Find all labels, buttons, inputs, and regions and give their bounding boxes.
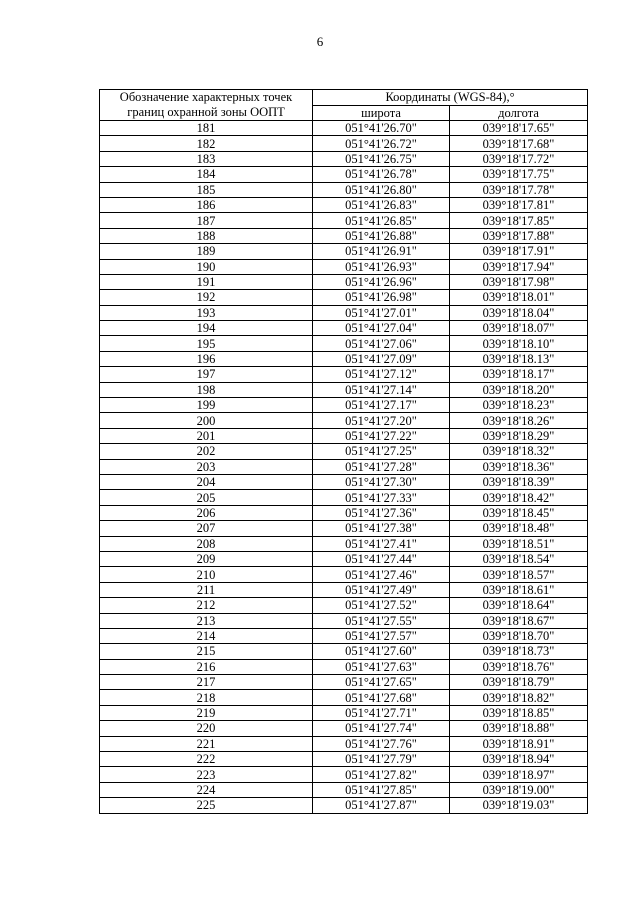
table-row bbox=[100, 197, 588, 212]
latitude-cell: 051°41'27.30" bbox=[313, 474, 450, 489]
point-number-cell: 184 bbox=[100, 167, 313, 182]
point-number-cell: 212 bbox=[100, 598, 313, 613]
point-number-cell: 188 bbox=[100, 228, 313, 243]
latitude-cell: 051°41'27.17" bbox=[313, 398, 450, 413]
table-row bbox=[100, 505, 588, 520]
point-number-cell: 190 bbox=[100, 259, 313, 274]
longitude-cell: 039°18'18.51" bbox=[450, 536, 588, 551]
longitude-cell: 039°18'17.88" bbox=[450, 228, 588, 243]
longitude-cell: 039°18'18.54" bbox=[450, 551, 588, 566]
latitude-cell: 051°41'26.91" bbox=[313, 244, 450, 259]
latitude-cell: 051°41'27.01" bbox=[313, 305, 450, 320]
latitude-cell: 051°41'26.98" bbox=[313, 290, 450, 305]
table-row bbox=[100, 767, 588, 782]
latitude-cell: 051°41'26.70" bbox=[313, 121, 450, 136]
table-row bbox=[100, 151, 588, 166]
longitude-cell: 039°18'18.79" bbox=[450, 675, 588, 690]
latitude-cell: 051°41'27.22" bbox=[313, 428, 450, 443]
longitude-cell: 039°18'18.36" bbox=[450, 459, 588, 474]
longitude-cell: 039°18'18.32" bbox=[450, 444, 588, 459]
table-row bbox=[100, 521, 588, 536]
latitude-cell: 051°41'27.06" bbox=[313, 336, 450, 351]
table-row bbox=[100, 536, 588, 551]
longitude-cell: 039°18'18.17" bbox=[450, 367, 588, 382]
table-row bbox=[100, 736, 588, 751]
latitude-cell: 051°41'27.68" bbox=[313, 690, 450, 705]
point-number-cell: 200 bbox=[100, 413, 313, 428]
latitude-cell: 051°41'27.20" bbox=[313, 413, 450, 428]
point-number-cell: 186 bbox=[100, 197, 313, 212]
latitude-cell: 051°41'27.87" bbox=[313, 798, 450, 813]
longitude-cell: 039°18'18.23" bbox=[450, 398, 588, 413]
table-row bbox=[100, 644, 588, 659]
table-row bbox=[100, 382, 588, 397]
header-latitude: широта bbox=[313, 105, 450, 121]
latitude-cell: 051°41'27.65" bbox=[313, 675, 450, 690]
table-row bbox=[100, 721, 588, 736]
table-row bbox=[100, 244, 588, 259]
table-row bbox=[100, 290, 588, 305]
latitude-cell: 051°41'27.85" bbox=[313, 782, 450, 797]
latitude-cell: 051°41'27.46" bbox=[313, 567, 450, 582]
table-row bbox=[100, 675, 588, 690]
table-row bbox=[100, 459, 588, 474]
longitude-cell: 039°18'18.57" bbox=[450, 567, 588, 582]
point-number-cell: 209 bbox=[100, 551, 313, 566]
longitude-cell: 039°18'18.61" bbox=[450, 582, 588, 597]
point-number-cell: 220 bbox=[100, 721, 313, 736]
point-number-cell: 195 bbox=[100, 336, 313, 351]
longitude-cell: 039°18'18.48" bbox=[450, 521, 588, 536]
table-row bbox=[100, 213, 588, 228]
latitude-cell: 051°41'27.57" bbox=[313, 628, 450, 643]
point-number-cell: 194 bbox=[100, 321, 313, 336]
point-number-cell: 196 bbox=[100, 351, 313, 366]
longitude-cell: 039°18'18.13" bbox=[450, 351, 588, 366]
table-row bbox=[100, 351, 588, 366]
latitude-cell: 051°41'27.28" bbox=[313, 459, 450, 474]
longitude-cell: 039°18'18.42" bbox=[450, 490, 588, 505]
latitude-cell: 051°41'27.12" bbox=[313, 367, 450, 382]
point-number-cell: 210 bbox=[100, 567, 313, 582]
point-number-cell: 225 bbox=[100, 798, 313, 813]
longitude-cell: 039°18'18.88" bbox=[450, 721, 588, 736]
point-number-cell: 222 bbox=[100, 752, 313, 767]
point-number-cell: 205 bbox=[100, 490, 313, 505]
longitude-cell: 039°18'18.73" bbox=[450, 644, 588, 659]
table-row bbox=[100, 551, 588, 566]
table-row bbox=[100, 259, 588, 274]
longitude-cell: 039°18'18.64" bbox=[450, 598, 588, 613]
table-row bbox=[100, 613, 588, 628]
longitude-cell: 039°18'17.81" bbox=[450, 197, 588, 212]
point-number-cell: 202 bbox=[100, 444, 313, 459]
latitude-cell: 051°41'26.93" bbox=[313, 259, 450, 274]
latitude-cell: 051°41'27.82" bbox=[313, 767, 450, 782]
longitude-cell: 039°18'18.39" bbox=[450, 474, 588, 489]
table-row bbox=[100, 598, 588, 613]
longitude-cell: 039°18'17.78" bbox=[450, 182, 588, 197]
point-number-cell: 223 bbox=[100, 767, 313, 782]
longitude-cell: 039°18'18.85" bbox=[450, 705, 588, 720]
point-number-cell: 193 bbox=[100, 305, 313, 320]
table-row bbox=[100, 182, 588, 197]
table-row bbox=[100, 490, 588, 505]
point-number-cell: 206 bbox=[100, 505, 313, 520]
latitude-cell: 051°41'27.41" bbox=[313, 536, 450, 551]
point-number-cell: 218 bbox=[100, 690, 313, 705]
table-row bbox=[100, 705, 588, 720]
table-row bbox=[100, 474, 588, 489]
point-number-cell: 191 bbox=[100, 274, 313, 289]
latitude-cell: 051°41'27.63" bbox=[313, 659, 450, 674]
table-row bbox=[100, 136, 588, 151]
header-longitude: долгота bbox=[450, 105, 588, 121]
point-number-cell: 214 bbox=[100, 628, 313, 643]
latitude-cell: 051°41'27.52" bbox=[313, 598, 450, 613]
table-row bbox=[100, 167, 588, 182]
longitude-cell: 039°18'17.98" bbox=[450, 274, 588, 289]
longitude-cell: 039°18'18.26" bbox=[450, 413, 588, 428]
longitude-cell: 039°18'18.01" bbox=[450, 290, 588, 305]
table-row bbox=[100, 398, 588, 413]
point-number-cell: 198 bbox=[100, 382, 313, 397]
table-row bbox=[100, 444, 588, 459]
table-header-row bbox=[100, 90, 588, 106]
longitude-cell: 039°18'18.91" bbox=[450, 736, 588, 751]
table-row bbox=[100, 228, 588, 243]
header-point-line1: Обозначение характерных точек bbox=[119, 90, 293, 104]
longitude-cell: 039°18'18.45" bbox=[450, 505, 588, 520]
latitude-cell: 051°41'27.36" bbox=[313, 505, 450, 520]
table-row bbox=[100, 121, 588, 136]
longitude-cell: 039°18'19.03" bbox=[450, 798, 588, 813]
latitude-cell: 051°41'26.96" bbox=[313, 274, 450, 289]
longitude-cell: 039°18'17.85" bbox=[450, 213, 588, 228]
table-body bbox=[100, 121, 588, 814]
latitude-cell: 051°41'26.78" bbox=[313, 167, 450, 182]
point-number-cell: 181 bbox=[100, 121, 313, 136]
longitude-cell: 039°18'18.67" bbox=[450, 613, 588, 628]
point-number-cell: 185 bbox=[100, 182, 313, 197]
longitude-cell: 039°18'18.07" bbox=[450, 321, 588, 336]
longitude-cell: 039°18'18.04" bbox=[450, 305, 588, 320]
table-row bbox=[100, 274, 588, 289]
table-row bbox=[100, 690, 588, 705]
latitude-cell: 051°41'27.71" bbox=[313, 705, 450, 720]
point-number-cell: 211 bbox=[100, 582, 313, 597]
longitude-cell: 039°18'18.97" bbox=[450, 767, 588, 782]
page-number: 6 bbox=[316, 34, 324, 49]
table-row bbox=[100, 567, 588, 582]
longitude-cell: 039°18'17.75" bbox=[450, 167, 588, 182]
point-number-cell: 221 bbox=[100, 736, 313, 751]
table-row bbox=[100, 798, 588, 813]
point-number-cell: 199 bbox=[100, 398, 313, 413]
longitude-cell: 039°18'17.94" bbox=[450, 259, 588, 274]
table-row bbox=[100, 782, 588, 797]
latitude-cell: 051°41'27.38" bbox=[313, 521, 450, 536]
point-number-cell: 197 bbox=[100, 367, 313, 382]
point-number-cell: 215 bbox=[100, 644, 313, 659]
header-point-designation bbox=[100, 90, 313, 121]
longitude-cell: 039°18'17.91" bbox=[450, 244, 588, 259]
table-row bbox=[100, 305, 588, 320]
latitude-cell: 051°41'27.04" bbox=[313, 321, 450, 336]
coordinates-table bbox=[99, 89, 588, 814]
longitude-cell: 039°18'18.94" bbox=[450, 752, 588, 767]
point-number-cell: 208 bbox=[100, 536, 313, 551]
latitude-cell: 051°41'27.60" bbox=[313, 644, 450, 659]
header-point-line2: границ охранной зоны ООПТ bbox=[127, 105, 285, 119]
table-row bbox=[100, 367, 588, 382]
point-number-cell: 224 bbox=[100, 782, 313, 797]
point-number-cell: 207 bbox=[100, 521, 313, 536]
table-row bbox=[100, 336, 588, 351]
longitude-cell: 039°18'18.70" bbox=[450, 628, 588, 643]
latitude-cell: 051°41'26.85" bbox=[313, 213, 450, 228]
latitude-cell: 051°41'26.72" bbox=[313, 136, 450, 151]
point-number-cell: 182 bbox=[100, 136, 313, 151]
point-number-cell: 192 bbox=[100, 290, 313, 305]
table-row bbox=[100, 628, 588, 643]
point-number-cell: 219 bbox=[100, 705, 313, 720]
longitude-cell: 039°18'18.76" bbox=[450, 659, 588, 674]
point-number-cell: 213 bbox=[100, 613, 313, 628]
longitude-cell: 039°18'18.29" bbox=[450, 428, 588, 443]
longitude-cell: 039°18'18.82" bbox=[450, 690, 588, 705]
latitude-cell: 051°41'27.33" bbox=[313, 490, 450, 505]
table-row bbox=[100, 413, 588, 428]
longitude-cell: 039°18'19.00" bbox=[450, 782, 588, 797]
latitude-cell: 051°41'27.09" bbox=[313, 351, 450, 366]
latitude-cell: 051°41'27.76" bbox=[313, 736, 450, 751]
longitude-cell: 039°18'18.10" bbox=[450, 336, 588, 351]
latitude-cell: 051°41'27.74" bbox=[313, 721, 450, 736]
longitude-cell: 039°18'17.68" bbox=[450, 136, 588, 151]
table-row bbox=[100, 428, 588, 443]
longitude-cell: 039°18'18.20" bbox=[450, 382, 588, 397]
point-number-cell: 203 bbox=[100, 459, 313, 474]
point-number-cell: 217 bbox=[100, 675, 313, 690]
latitude-cell: 051°41'26.80" bbox=[313, 182, 450, 197]
table-row bbox=[100, 659, 588, 674]
latitude-cell: 051°41'27.44" bbox=[313, 551, 450, 566]
point-number-cell: 216 bbox=[100, 659, 313, 674]
latitude-cell: 051°41'26.83" bbox=[313, 197, 450, 212]
point-number-cell: 204 bbox=[100, 474, 313, 489]
point-number-cell: 201 bbox=[100, 428, 313, 443]
longitude-cell: 039°18'17.72" bbox=[450, 151, 588, 166]
latitude-cell: 051°41'27.55" bbox=[313, 613, 450, 628]
longitude-cell: 039°18'17.65" bbox=[450, 121, 588, 136]
point-number-cell: 189 bbox=[100, 244, 313, 259]
latitude-cell: 051°41'27.49" bbox=[313, 582, 450, 597]
table-row bbox=[100, 582, 588, 597]
point-number-cell: 183 bbox=[100, 151, 313, 166]
table-row bbox=[100, 321, 588, 336]
latitude-cell: 051°41'27.25" bbox=[313, 444, 450, 459]
point-number-cell: 187 bbox=[100, 213, 313, 228]
latitude-cell: 051°41'27.14" bbox=[313, 382, 450, 397]
latitude-cell: 051°41'26.75" bbox=[313, 151, 450, 166]
latitude-cell: 051°41'26.88" bbox=[313, 228, 450, 243]
table-row bbox=[100, 752, 588, 767]
latitude-cell: 051°41'27.79" bbox=[313, 752, 450, 767]
header-coordinates: Координаты (WGS-84),° bbox=[313, 90, 588, 106]
